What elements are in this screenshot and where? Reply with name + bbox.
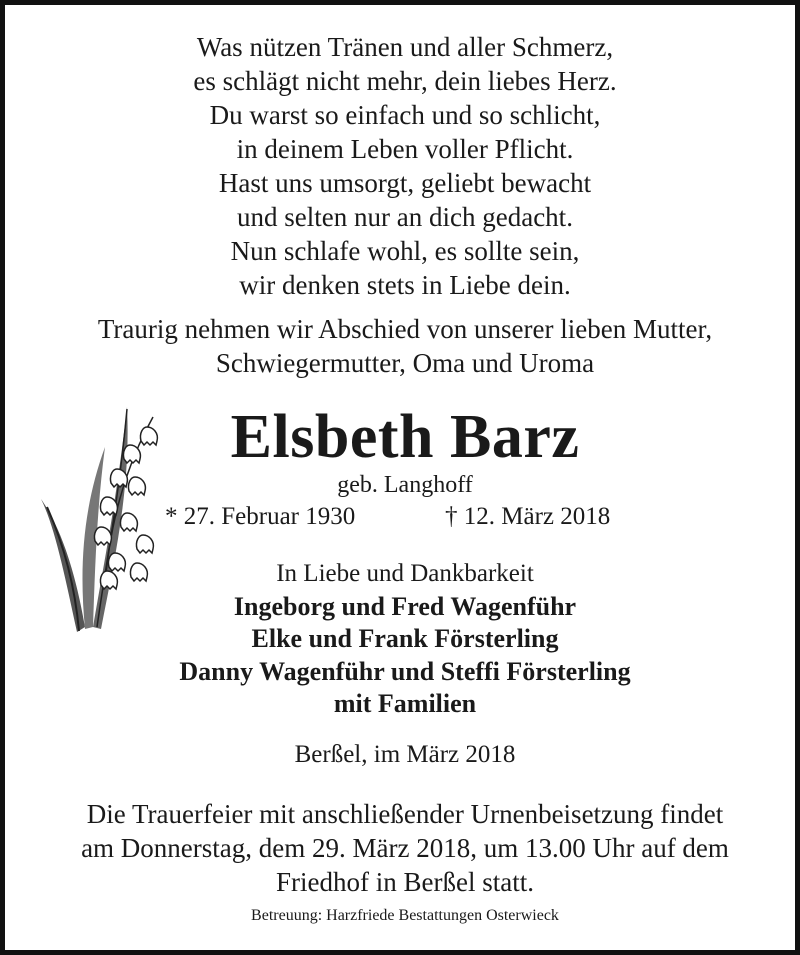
birth-date: * 27. Februar 1930	[165, 503, 356, 530]
intro-line: Traurig nehmen wir Abschied von unserer lieben Mutter,	[97, 314, 713, 344]
mourner-line: mit Familien	[333, 689, 477, 718]
mourner-line: Elke und Frank Försterling	[251, 624, 559, 653]
ceremony-line: Die Trauerfeier mit anschließender Urnenbeisetzung findet	[86, 799, 724, 829]
deceased-name: Elsbeth Barz	[230, 403, 580, 471]
ceremony-info	[5, 797, 800, 899]
mourner-line: Danny Wagenführ und Steffi Försterling	[179, 656, 631, 686]
place-and-date: Berßel, im März 2018	[294, 741, 516, 768]
mourners-opening: In Liebe und Dankbarkeit	[276, 560, 534, 587]
poem-line: und selten nur an dich gedacht.	[237, 202, 573, 232]
poem-line: Was nützen Tränen und aller Schmerz,	[196, 32, 614, 62]
mourners	[5, 558, 800, 721]
poem-line: wir denken stets in Liebe dein.	[239, 270, 571, 300]
poem	[5, 30, 800, 302]
poem-line: es schlägt nicht mehr, dein liebes Herz.	[193, 66, 617, 96]
poem-line: Nun schlafe wohl, es sollte sein,	[230, 236, 580, 266]
ceremony-line: Friedhof in Berßel statt.	[276, 867, 534, 897]
ceremony-line: am Donnerstag, dem 29. März 2018, um 13.00 Uhr auf dem	[81, 833, 729, 863]
maiden-name: geb. Langhoff	[337, 472, 473, 498]
poem-line: in deinem Leben voller Pflicht.	[236, 134, 574, 164]
funeral-home-credit: Betreuung: Harzfriede Bestattungen Osterwieck	[251, 907, 559, 924]
intro-text	[5, 312, 800, 380]
poem-line: Hast uns umsorgt, geliebt bewacht	[218, 168, 592, 198]
death-date: † 12. März 2018	[445, 503, 611, 530]
poem-line: Du warst so einfach und so schlicht,	[209, 100, 601, 130]
mourner-line: Ingeborg und Fred Wagenführ	[233, 591, 577, 621]
intro-line: Schwiegermutter, Oma und Uroma	[215, 348, 595, 378]
